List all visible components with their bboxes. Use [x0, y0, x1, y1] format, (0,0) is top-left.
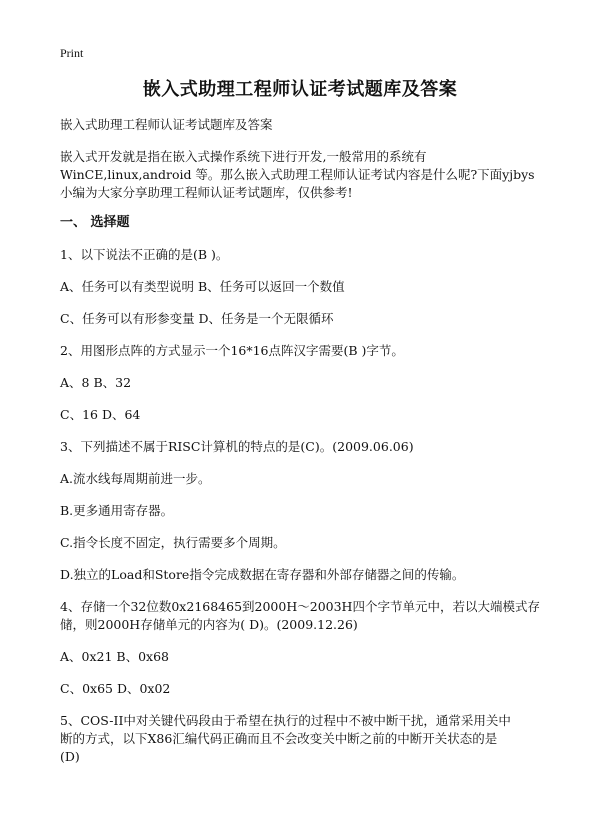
intro-line: WinCE,linux,android 等。那么嵌入式助理工程师认证考试内容是什么呢?下面yjbys — [60, 167, 535, 182]
question-line: 1、以下说法不正确的是(B )。 — [60, 247, 229, 262]
question-line: A、8 B、32 — [60, 375, 132, 390]
section-heading: 一、 选择题 — [60, 215, 130, 230]
question-line: A、任务可以有类型说明 B、任务可以返回一个数值 — [60, 279, 345, 294]
question-line: 4、存储一个32位数0x2168465到2000H～2003H四个字节单元中，若以大端模式存 — [60, 599, 540, 614]
subtitle: 嵌入式助理工程师认证考试题库及答案 — [60, 117, 273, 132]
question-line: 5、COS-II中对关键代码段由于希望在执行的过程中不被中断干扰，通常采用关中 — [60, 713, 511, 728]
question-line: D.独立的Load和Store指令完成数据在寄存器和外部存储器之间的传输。 — [60, 567, 465, 582]
question-line: A.流水线每周期前进一步。 — [60, 471, 211, 486]
question-line: (D) — [60, 749, 80, 764]
question-line: C、0x65 D、0x02 — [60, 681, 171, 696]
intro-line: 嵌入式开发就是指在嵌入式操作系统下进行开发,一般常用的系统有 — [60, 149, 427, 164]
question-line: B.更多通用寄存器。 — [60, 503, 174, 518]
question-line: C、任务可以有形参变量 D、任务是一个无限循环 — [60, 311, 334, 326]
question-line: C.指令长度不固定，执行需要多个周期。 — [60, 535, 286, 550]
question-line: C、16 D、64 — [60, 407, 141, 422]
question-line: 3、下列描述不属于RISC计算机的特点的是(C)。(2009.06.06) — [60, 439, 414, 454]
question-list — [60, 246, 540, 766]
print-label: Print — [60, 46, 84, 60]
question-line: 2、用图形点阵的方式显示一个16*16点阵汉字需要(B )字节。 — [60, 343, 404, 358]
question-line: 断的方式，以下X86汇编代码正确而且不会改变关中断之前的中断开关状态的是 — [60, 731, 498, 746]
intro-paragraph — [60, 148, 540, 202]
question-line: 储，则2000H存储单元的内容为( D)。(2009.12.26) — [60, 617, 358, 632]
intro-line: 小编为大家分享助理工程师认证考试题库，仅供参考! — [60, 185, 353, 200]
page-title: 嵌入式助理工程师认证考试题库及答案 — [142, 79, 458, 100]
question-line: A、0x21 B、0x68 — [60, 649, 170, 664]
